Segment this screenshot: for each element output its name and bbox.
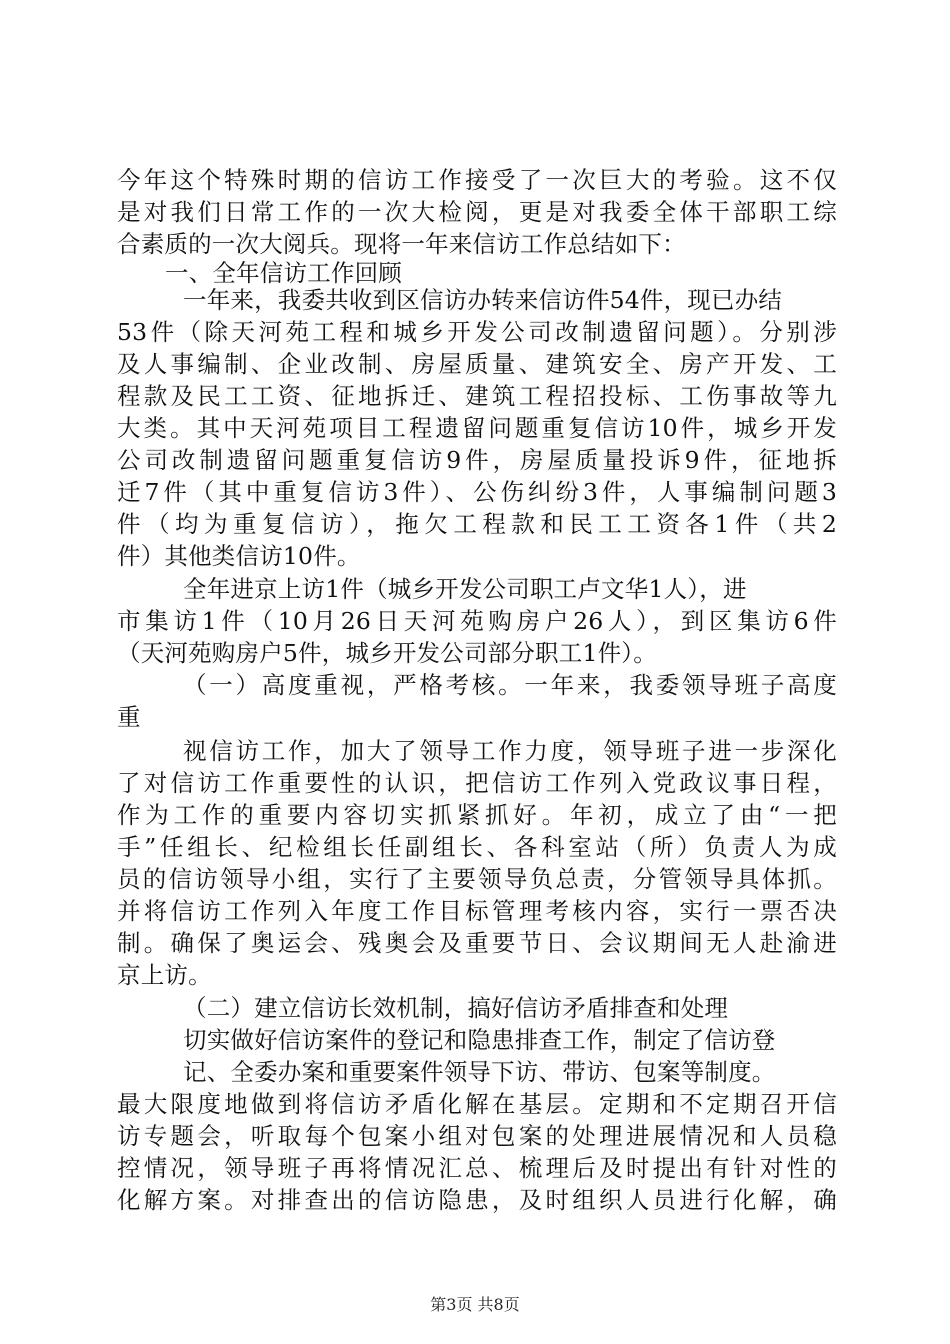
text-line: 手”任组长、纪检组长任副组长、各科室站（所）负责人为成	[117, 833, 837, 861]
text-line: 视信访工作，加大了领导工作力度，领导班子进一步深化	[183, 737, 837, 765]
text-line: 程款及民工工资、征地拆迁、建筑工程招投标、工伤事故等九	[117, 382, 837, 410]
text-line: 并将信访工作列入年度工作目标管理考核内容，实行一票否决	[117, 897, 837, 925]
text-line: 重	[117, 703, 141, 731]
subsection-heading: （一）高度重视，严格考核。一年来，我委领导班子高度	[183, 671, 837, 699]
text-line: 公司改制遗留问题重复信访9件，房屋质量投诉9件，征地拆	[117, 446, 837, 474]
text-line: 记、全委办案和重要案件领导下访、带访、包案等制度。	[183, 1058, 776, 1086]
text-line: 京上访。	[117, 961, 212, 989]
text-line: 切实做好信访案件的登记和隐患排查工作，制定了信访登	[183, 1026, 776, 1054]
text-line: 全年进京上访1件（城乡开发公司职工卢文华1人），进	[183, 575, 747, 603]
text-line: 市集访1件（10月26日天河苑购房户26人），到区集访6件	[117, 607, 837, 635]
text-line: 件）其他类信访10件。	[117, 542, 361, 570]
text-line: 今年这个特殊时期的信访工作接受了一次巨大的考验。这不仅	[117, 166, 837, 194]
text-line: 访专题会，听取每个包案小组对包案的处理进展情况和人员稳	[117, 1122, 837, 1150]
text-line: 了对信访工作重要性的认识，把信访工作列入党政议事日程，	[117, 769, 837, 797]
page-number: 第3页 共8页	[430, 1295, 520, 1314]
text-line: （天河苑购房户5件，城乡开发公司部分职工1件）。	[117, 639, 657, 667]
text-line: 一年来，我委共收到区信访办转来信访件54件，现已办结	[183, 286, 783, 314]
subsection-heading: （二）建立信访长效机制，搞好信访矛盾排查和处理	[183, 994, 729, 1022]
text-line: 化解方案。对排查出的信访隐患，及时组织人员进行化解，确	[117, 1186, 837, 1214]
text-line: 控情况，领导班子再将情况汇总、梳理后及时提出有针对性的	[117, 1154, 837, 1182]
text-line: 53件（除天河苑工程和城乡开发公司改制遗留问题）。分别涉	[117, 318, 837, 346]
text-line: 最大限度地做到将信访矛盾化解在基层。定期和不定期召开信	[117, 1090, 837, 1118]
text-line: 及人事编制、企业改制、房屋质量、建筑安全、房产开发、工	[117, 350, 837, 378]
text-line: 制。确保了奥运会、残奥会及重要节日、会议期间无人赴渝进	[117, 929, 837, 957]
text-line: 合素质的一次大阅兵。现将一年来信访工作总结如下：	[117, 230, 686, 258]
text-line: 作为工作的重要内容切实抓紧抓好。年初，成立了由“一把	[117, 801, 837, 829]
text-line: 大类。其中天河苑项目工程遗留问题重复信访10件，城乡开发	[117, 414, 837, 442]
section-heading: 一、全年信访工作回顾	[165, 259, 402, 287]
text-line: 件（均为重复信访），拖欠工程款和民工工资各1件（共2	[117, 510, 837, 538]
text-line: 是对我们日常工作的一次大检阅，更是对我委全体干部职工综	[117, 198, 837, 226]
text-line: 员的信访领导小组，实行了主要领导负总责，分管领导具体抓。	[117, 865, 837, 893]
text-line: 迁7件（其中重复信访3件）、公伤纠纷3件，人事编制问题3	[117, 478, 837, 506]
